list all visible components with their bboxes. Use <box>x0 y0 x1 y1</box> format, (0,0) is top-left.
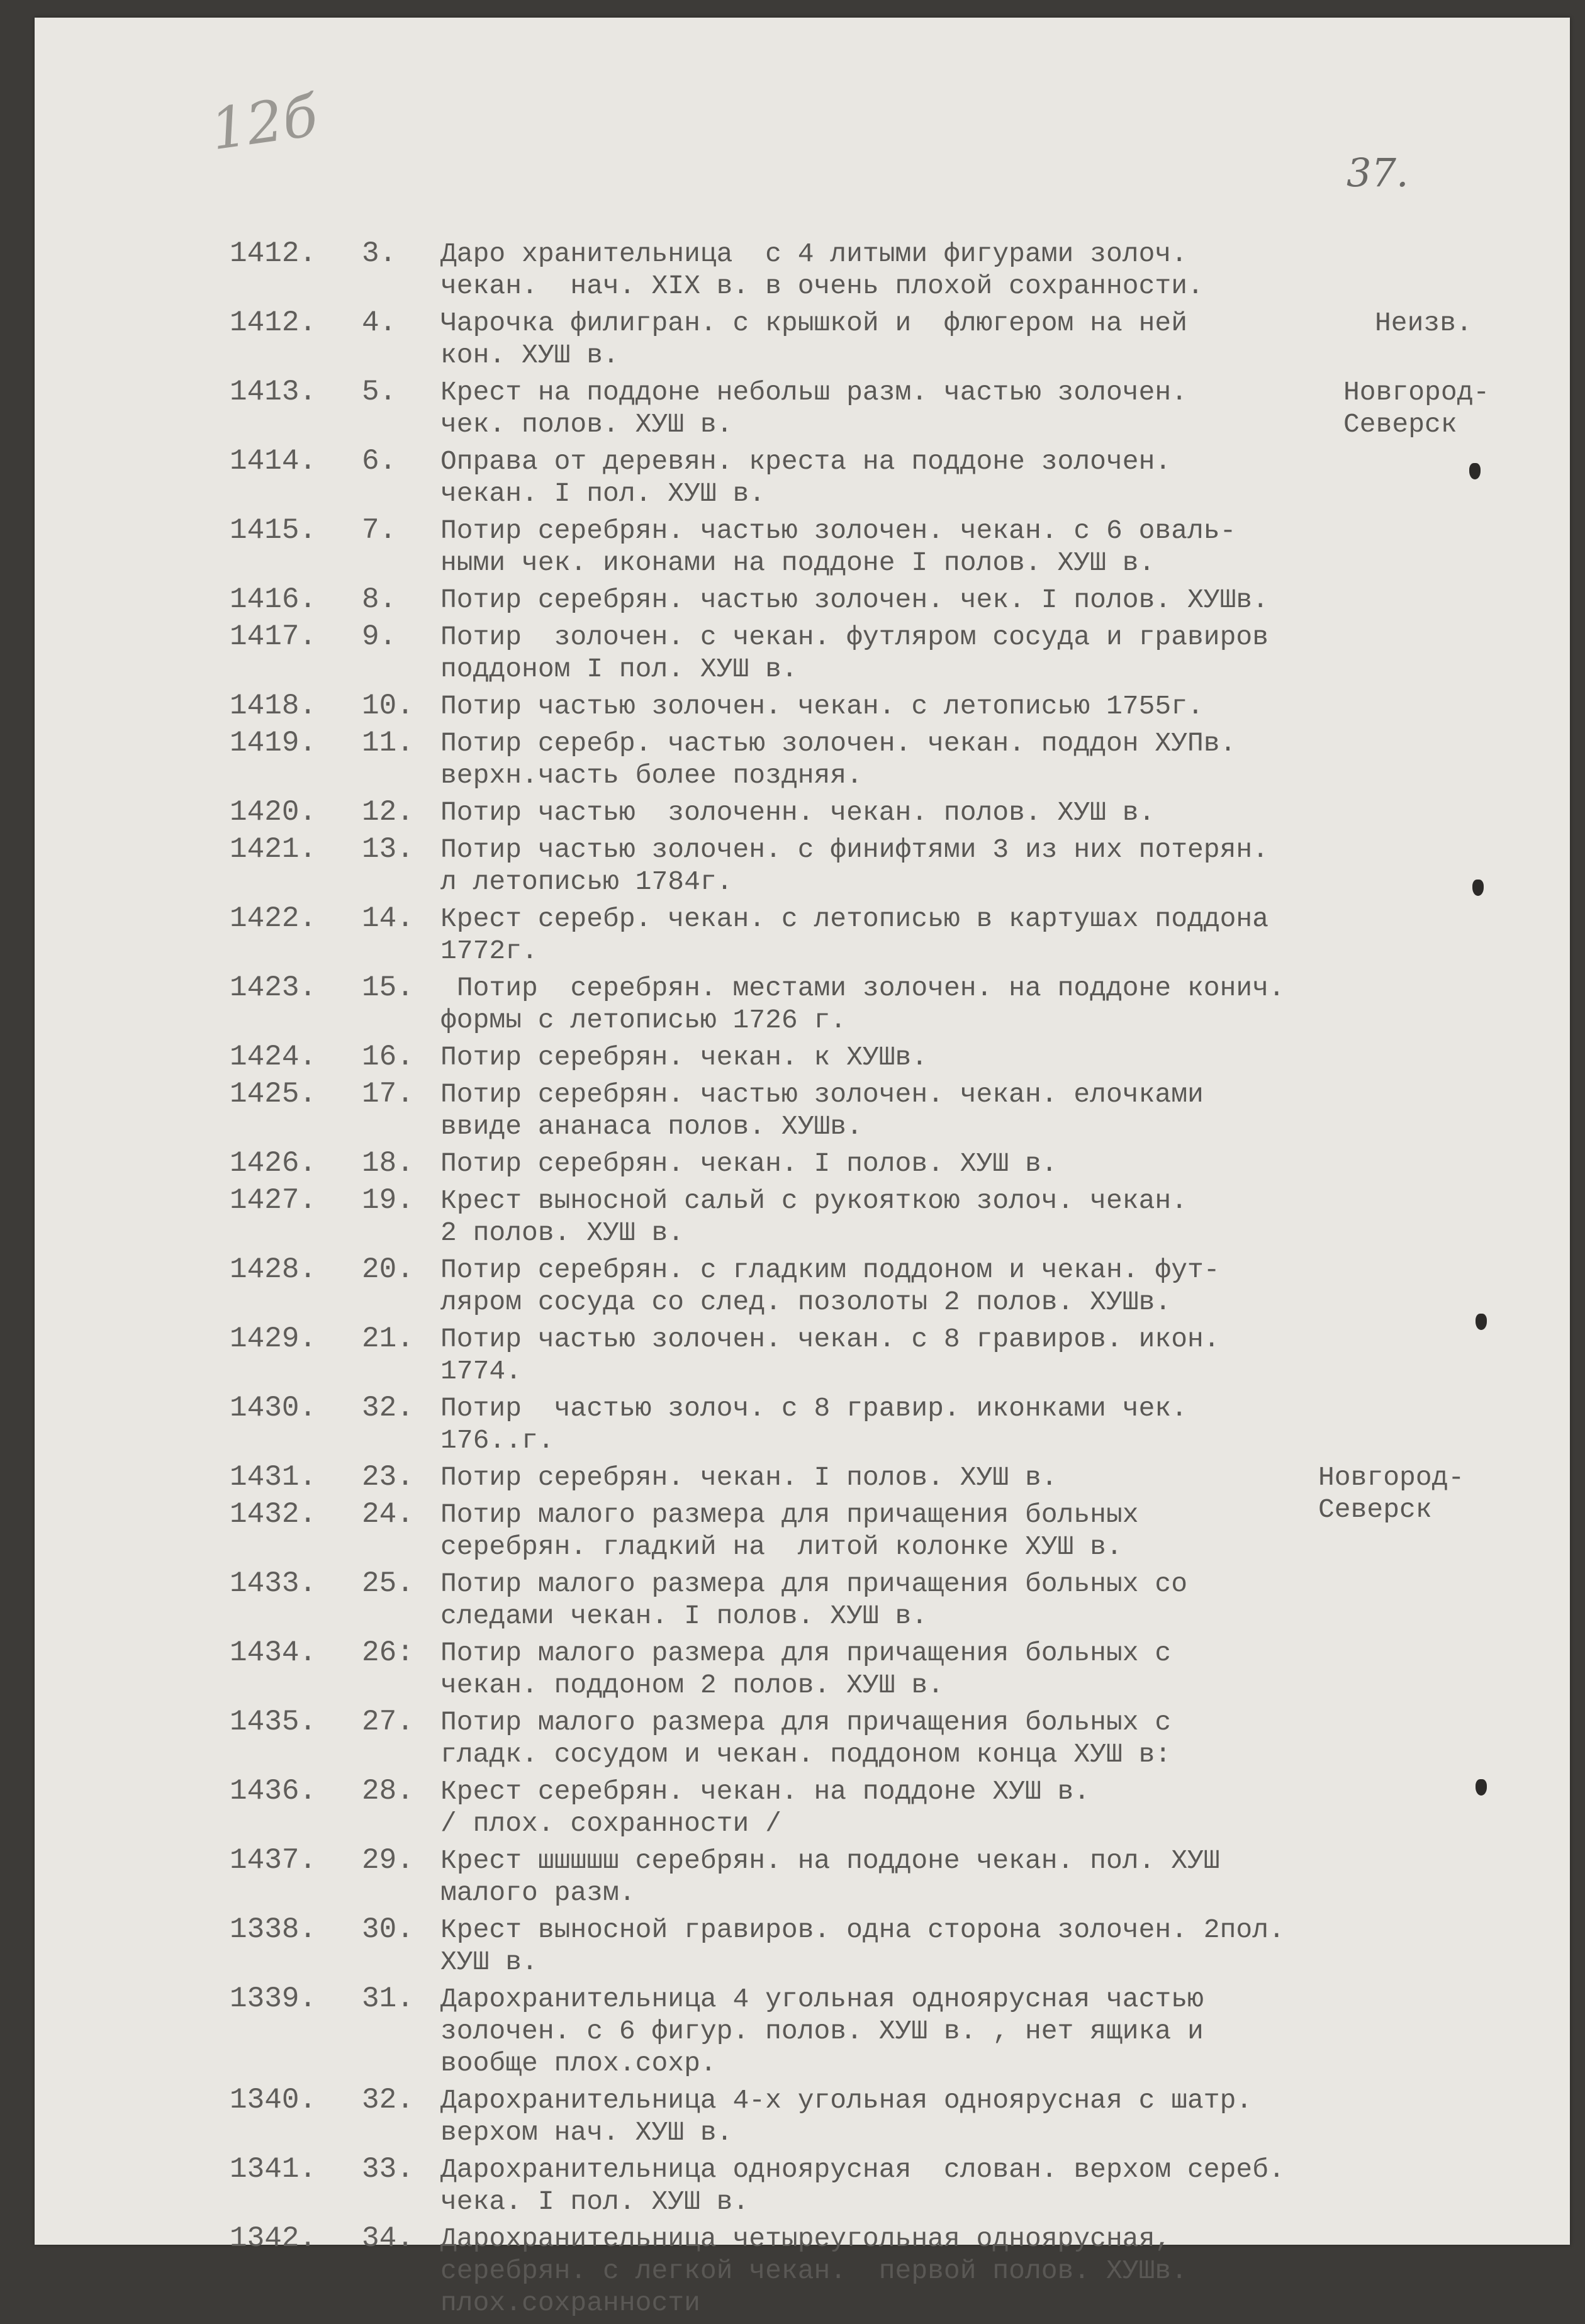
list-item <box>35 238 1570 302</box>
sequence-number: 4. <box>362 306 397 339</box>
sequence-number: 27. <box>362 1706 414 1738</box>
sequence-number: 17. <box>362 1078 414 1110</box>
inventory-number: 1424. <box>230 1041 317 1073</box>
list-item <box>35 972 1570 1036</box>
list-item <box>35 903 1570 967</box>
inventory-number: 1418. <box>230 690 317 722</box>
list-item <box>35 1914 1570 1978</box>
sequence-number: 29. <box>362 1844 414 1877</box>
list-item <box>35 690 1570 722</box>
sequence-number: 34. <box>362 2222 414 2255</box>
list-item <box>35 307 1570 371</box>
item-description: Потир серебрян. местами золочен. на поддоне конич. формы с летописью 1726 г. <box>440 973 1285 1036</box>
list-item <box>35 1983 1570 2079</box>
item-description: Дарохранительница 4 угольная одноярусная частью золочен. с 6 фигур. полов. ХУШ в. , нет ящика и вообще плох.сохр. <box>440 1984 1204 2079</box>
inventory-number: 1412. <box>230 306 317 339</box>
item-description: Потир серебрян. с гладким поддоном и чекан. фут- ляром сосуда со след. позолоты 2 полов. ХУШв. <box>440 1254 1220 1317</box>
item-description: Чарочка филигран. с крышкой и флюгером на ней кон. ХУШ в. <box>440 308 1187 371</box>
item-description: Потир серебр. частью золочен. чекан. поддон ХУПв. верхн.часть более поздняя. <box>440 728 1236 791</box>
sequence-number: 21. <box>362 1322 414 1355</box>
sequence-number: 9. <box>362 620 397 653</box>
inventory-number: 1433. <box>230 1567 317 1600</box>
list-item <box>35 1637 1570 1701</box>
list-item <box>35 1254 1570 1318</box>
sequence-number: 18. <box>362 1147 414 1180</box>
inventory-number: 1421. <box>230 833 317 866</box>
inventory-number: 1423. <box>230 971 317 1004</box>
item-description: Потир малого размера для причащения больных с гладк. сосудом и чекан. поддоном конца ХУШ в: <box>440 1707 1172 1770</box>
document-page <box>35 18 1570 2318</box>
list-item <box>35 1706 1570 1770</box>
item-description: Потир серебрян. чекан. I полов. ХУШ в. <box>440 1462 1058 1493</box>
item-description: Потир золочен. с чекан. футляром сосуда и гравиров поддоном I пол. ХУШ в. <box>440 622 1269 684</box>
archive-number: 12б <box>206 82 322 164</box>
sequence-number: 26: <box>362 1636 414 1669</box>
item-description: Дарохранительница четыреугольная одноярусная, серебрян. с легкой чекан. первой полов. ХУШв. плох.сохранности <box>440 2223 1187 2318</box>
item-description: Потир серебрян. частью золочен. чекан. елочками ввиде ананаса полов. ХУШв. <box>440 1079 1204 1142</box>
item-description: Оправа от деревян. креста на поддоне золочен. чекан. I пол. ХУШ в. <box>440 446 1172 509</box>
inventory-number: 1338. <box>230 1913 317 1946</box>
item-origin: Неизв. <box>1375 308 1472 338</box>
inventory-number: 1435. <box>230 1706 317 1738</box>
sequence-number: 12. <box>362 796 414 829</box>
inventory-number: 1422. <box>230 902 317 935</box>
sequence-number: 32. <box>362 2084 414 2116</box>
list-item <box>35 1568 1570 1632</box>
inventory-number: 1425. <box>230 1078 317 1110</box>
list-item <box>35 2084 1570 2148</box>
sequence-number: 3. <box>362 237 397 270</box>
item-origin: Новгород- Северск <box>1343 377 1490 440</box>
item-description: Потир частью золочен. чекан. с летописью 1755г. <box>440 691 1204 722</box>
inventory-number: 1415. <box>230 514 317 547</box>
item-description: Даро хранительница с 4 литыми фигурами золоч. чекан. нач. XIX в. в очень плохой сохранности. <box>440 238 1204 301</box>
sequence-number: 28. <box>362 1775 414 1807</box>
item-description: Потир частью золочен. чекан. с 8 гравиров. икон. 1774. <box>440 1324 1220 1387</box>
item-description: Крест выносной сальй с рукояткою золоч. чекан. 2 полов. ХУШ в. <box>440 1185 1187 1248</box>
item-description: Крест шшшшш серебрян. на поддоне чекан. пол. ХУШ малого разм. <box>440 1845 1220 1908</box>
inventory-number: 1428. <box>230 1253 317 1286</box>
sequence-number: 7. <box>362 514 397 547</box>
list-item <box>35 2223 1570 2319</box>
inventory-number: 1436. <box>230 1775 317 1807</box>
inventory-list <box>35 238 1570 2324</box>
sequence-number: 25. <box>362 1567 414 1600</box>
inventory-number: 1419. <box>230 727 317 759</box>
inventory-number: 1341. <box>230 2153 317 2186</box>
ink-spot-icon <box>1472 880 1484 896</box>
item-description: Дарохранительница 4-х угольная одноярусная с шатр. верхом нач. ХУШ в. <box>440 2085 1253 2148</box>
list-item <box>35 1845 1570 1909</box>
sequence-number: 10. <box>362 690 414 722</box>
sequence-number: 6. <box>362 445 397 478</box>
inventory-number: 1412. <box>230 237 317 270</box>
ink-spot-icon <box>1476 1314 1487 1330</box>
item-description: Потир частью золоченн. чекан. полов. ХУШ в. <box>440 797 1155 828</box>
list-item <box>35 1041 1570 1073</box>
list-item <box>35 1392 1570 1456</box>
sequence-number: 14. <box>362 902 414 935</box>
item-description: Потир малого размера для причащения больных серебрян. гладкий на литой колонке ХУШ в. <box>440 1499 1139 1562</box>
list-item <box>35 834 1570 898</box>
item-description: Дарохранительница одноярусная слован. верхом сереб. чека. I пол. ХУШ в. <box>440 2154 1285 2217</box>
item-description: Потир серебрян. чекан. I полов. ХУШ в. <box>440 1148 1058 1179</box>
inventory-number: 1417. <box>230 620 317 653</box>
item-description: Крест серебрян. чекан. на поддоне ХУШ в. / плох. сохранности / <box>440 1776 1090 1839</box>
sequence-number: 13. <box>362 833 414 866</box>
inventory-number: 1413. <box>230 376 317 408</box>
list-item <box>35 796 1570 829</box>
sequence-number: 32. <box>362 1392 414 1424</box>
sequence-number: 11. <box>362 727 414 759</box>
inventory-number: 1430. <box>230 1392 317 1424</box>
inventory-number: 1339. <box>230 1982 317 2015</box>
sequence-number: 8. <box>362 583 397 616</box>
item-description: Крест выносной гравиров. одна сторона золочен. 2пол. ХУШ в. <box>440 1914 1285 1977</box>
item-description: Потир малого размера для причащения больных со следами чекан. I полов. ХУШ в. <box>440 1568 1187 1631</box>
sequence-number: 15. <box>362 971 414 1004</box>
list-item <box>35 376 1570 440</box>
item-description: Потир серебрян. частью золочен. чек. I полов. ХУШв. <box>440 584 1269 615</box>
item-origin: Новгород- Северск <box>1318 1462 1465 1525</box>
inventory-number: 1426. <box>230 1147 317 1180</box>
sequence-number: 20. <box>362 1253 414 1286</box>
ink-spot-icon <box>1476 1779 1487 1796</box>
inventory-number: 1427. <box>230 1184 317 1217</box>
list-item <box>35 1185 1570 1249</box>
item-description: Потир частью золоч. с 8 гравир. иконками чек. 176..г. <box>440 1393 1187 1456</box>
item-description: Потир частью золочен. с финифтями 3 из них потерян. л летописью 1784г. <box>440 834 1269 897</box>
inventory-number: 1420. <box>230 796 317 829</box>
sequence-number: 5. <box>362 376 397 408</box>
list-item <box>35 621 1570 685</box>
inventory-number: 1432. <box>230 1498 317 1531</box>
sequence-number: 33. <box>362 2153 414 2186</box>
list-item <box>35 515 1570 579</box>
list-item <box>35 1775 1570 1840</box>
list-item <box>35 1323 1570 1387</box>
inventory-number: 1429. <box>230 1322 317 1355</box>
inventory-number: 1431. <box>230 1461 317 1494</box>
sequence-number: 16. <box>362 1041 414 1073</box>
inventory-number: 1437. <box>230 1844 317 1877</box>
item-description: Потир серебрян. чекан. к ХУШв. <box>440 1042 928 1073</box>
inventory-number: 1340. <box>230 2084 317 2116</box>
inventory-number: 1342. <box>230 2222 317 2255</box>
item-description: Крест серебр. чекан. с летописью в картушах поддона 1772г. <box>440 903 1269 966</box>
ink-spot-icon <box>1469 463 1481 479</box>
item-description: Потир серебрян. частью золочен. чекан. с 6 оваль- ными чек. иконами на поддоне I полов. ХУШ в. <box>440 515 1236 578</box>
list-item <box>35 2154 1570 2218</box>
list-item <box>35 727 1570 791</box>
item-description: Крест на поддоне небольш разм. частью золочен. чек. полов. ХУШ в. <box>440 377 1187 440</box>
item-description: Потир малого размера для причащения больных с чекан. поддоном 2 полов. ХУШ в. <box>440 1638 1172 1701</box>
inventory-number: 1416. <box>230 583 317 616</box>
sequence-number: 19. <box>362 1184 414 1217</box>
list-item <box>35 445 1570 510</box>
page-number: 37. <box>1347 150 1409 196</box>
list-item <box>35 1499 1570 1563</box>
list-item <box>35 1078 1570 1142</box>
list-item <box>35 1148 1570 1180</box>
sequence-number: 24. <box>362 1498 414 1531</box>
inventory-number: 1434. <box>230 1636 317 1669</box>
sequence-number: 30. <box>362 1913 414 1946</box>
sequence-number: 23. <box>362 1461 414 1494</box>
sequence-number: 31. <box>362 1982 414 2015</box>
list-item <box>35 584 1570 616</box>
inventory-number: 1414. <box>230 445 317 478</box>
